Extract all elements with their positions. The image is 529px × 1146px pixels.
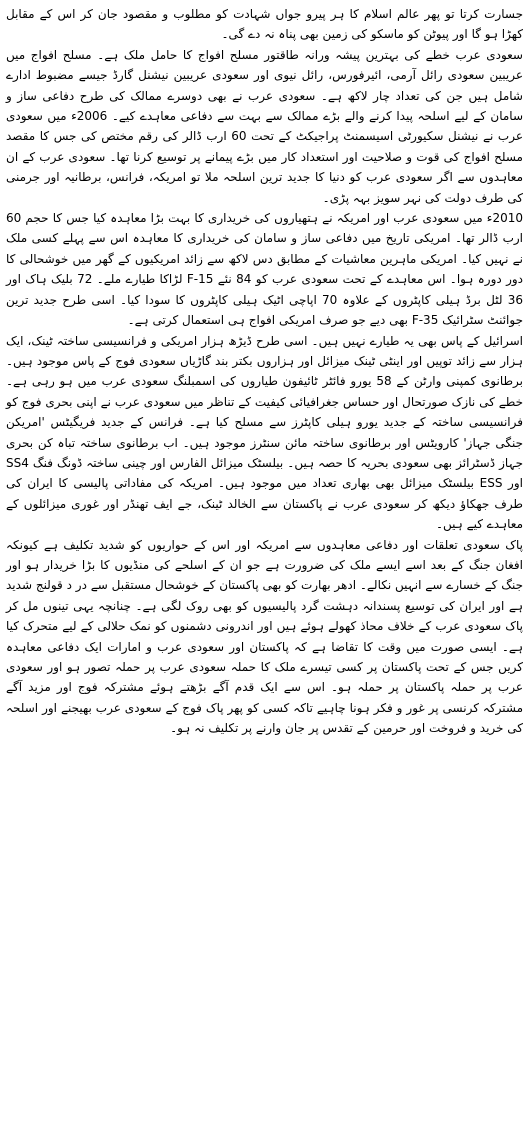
article-paragraph-3: 2010ء میں سعودی عرب اور امریکہ نے ہتھیاروں کی خریداری کا بہت بڑا معاہدہ کیا جس کا حجم 60 ارب ڈالر تھا۔ امریکی تاریخ میں دفاعی ساز و سامان کی خریداری کا معاہدہ اس سے پہلے کسی ملک نے نہیں کیا۔ امریکی ماہرین معاشیات کے مطابق دس لاکھ سے زائد امریکیوں کے گھر میں خوشحالی کا دور دورہ ہوا۔ اس معاہدے کے تحت سعودی عرب کو 84 نئے F-15 لڑاکا طیارے ملے۔ 72 بلیک ہاک اور 36 لٹل برڈ ہیلی کاپٹروں کے علاوہ 70 اپاچی اٹیک ہیلی کاپٹروں کا سودا کیا۔ اسی طرح جدید ترین جوائنٹ سٹرائیک F-35 بھی دیے جو صرف امریکی افواج ہی استعمال کرتی ہے۔ [6, 211, 524, 328]
article-paragraph-5: پاک سعودی تعلقات اور دفاعی معاہدوں سے امریکہ اور اس کے حواریوں کو شدید تکلیف ہے کیونکہ افغان جنگ کے بعد اسے ایسے ملک کی ضرورت ہے جو ان کے اسلحے کی منڈیوں کا بڑا خریدار ہو اور جنگ کے خسارے سے انہیں نکالے۔ ادھر بھارت کو بھی پاکستان کے خوشحال مستقبل سے در د قولنج شدید ہے اور ایران کی توسیع پسندانہ دہشت گرد پالیسیوں کو بھی روک لگی ہے۔ چنانچہ یہی تینوں مل کر پاک سعودی عرب کے خلاف محاذ کھولے ہوئے ہیں اور اندرونی دشمنوں کو نمک حلالی کے لیے متحرک کیا ہے۔ ایسی صورت میں وقت کا تقاضا ہے کہ پاکستان اور سعودی عرب و امارات ایک دفاعی معاہدہ کریں جس کے تحت پاکستان پر کسی تیسرے ملک کا حملہ سعودی عرب پر حملہ تصور ہو اور سعودی عرب پر حملہ پاکستان پر حملہ ہو۔ اس سے ایک قدم آگے بڑھتے ہوئے مشترکہ فوج اور مزید آگے مشترکہ کرنسی پر غور و فکر ہونا چاہیے تاکہ کسی کو پھر پاک فوج کے سعودی عرب بھیجنے اور اسلحہ کی خرید و فروخت اور حرمین کے تقدس پر جان وارنے پر تکلیف نہ ہو۔ [6, 537, 523, 736]
article-paragraph-2: سعودی عرب خطے کی بہترین پیشہ ورانہ طاقتور مسلح افواج کا حامل ملک ہے۔ مسلح افواج میں عریبین سعودی رائل آرمی، ائیرفورس، رائل نیوی اور سعودی عریبین نیشنل گارڈ جیسے مضبوط ادارے شامل ہیں جن کی تعداد چار لاکھ ہے۔ سعودی عرب نے بھی دوسرے ممالک کی طرح دفاعی ساز و سامان کے لیے اسلحہ پیدا کرنے والے بڑے ممالک سے بہت سے دفاعی معاہدے کیے۔ 2006ء میں سعودی عرب نے نیشنل سکیورٹی اسیسمنٹ پراجیکٹ کے تحت 60 ارب ڈالر کی رقم مختص کی جس کا مقصد مسلح افواج کی قوت و صلاحیت اور استعداد کار میں بڑے پیمانے پر توسیع کرنا تھا۔ سعودی عرب کے ان معاہدوں سے اگر سعودی عرب کو دنیا کا جدید ترین اسلحہ ملا تو امریکہ، فرانس، برطانیہ اور جرمنی کی طرف دولت کی نہر سویز بہہ پڑی۔ [6, 47, 523, 205]
article-paragraph-1: جسارت کرتا تو پھر عالم اسلام کا ہر پیرو جواں شہادت کو مطلوب و مقصود جان کر اس کے مقابل کھڑا ہو گا اور پیوٹن کو ماسکو کی زمین بھی پناہ نہ دے گی۔ [6, 7, 523, 42]
article-paragraph-4: اسرائیل کے پاس بھی یہ طیارے نہیں ہیں۔ اسی طرح ڈیڑھ ہزار امریکی و فرانسیسی ساختہ ٹینک، ایک ہزار سے زائد توپیں اور اینٹی ٹینک میزائل اور ہزاروں بکتر بند گاڑیاں سعودی فوج کے پاس موجود ہیں۔ برطانوی کمپنی وارٹن کے 58 یورو فائٹر ٹائیفون طیاروں کی اسمبلنگ سعودی عرب میں ہو رہی ہے۔ خطے کی نازک صورتحال اور حساس جغرافیائی کیفیت کے تناظر میں سعودی عرب نے اپنی بحری فوج کو فرانسیسی ساختہ کے جدید یورو ہیلی کاپٹرز سے مسلح کیا ہے۔ فرانس کے جدید فریگیٹس 'امریکن جنگی جہاز' کارویٹس اور برطانوی ساختہ مائن سنٹرز موجود ہیں۔ اب برطانوی ساختہ تباہ کن بحری جہاز ڈسٹرائز بھی سعودی بحریہ کا حصہ ہیں۔ بیلسٹک میزائل الفارس اور چینی ساختہ ڈونگ فنگ SS4 اور ESS بیلسٹک میزائل بھی بھاری تعداد میں موجود ہیں۔ امریکہ کی مفاداتی پالیسی کا ایران کی طرف جھکاؤ دیکھ کر سعودی عرب نے پاکستان سے الخالد ٹینک، جے ایف تھنڈر اور غوری میزائلوں کے معاہدے کیے ہیں۔ [6, 333, 523, 532]
